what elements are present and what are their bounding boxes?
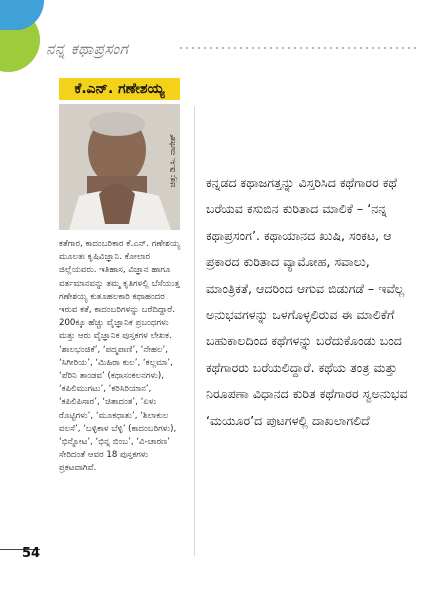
author-bio — [59, 238, 183, 476]
photo-credit: ಚಿತ್ರ: ಡಿ.ಸಿ. ನಾಗೇಶ್ — [168, 134, 177, 188]
author-photo — [59, 104, 180, 230]
column-divider — [194, 106, 195, 556]
section-title: ನನ್ನ ಕಥಾಪ್ರಸಂಗ — [46, 40, 129, 58]
series-introduction: ಕನ್ನಡದ ಕಥಾಜಗತ್ತನ್ನು ವಿಸ್ತರಿಸಿದ ಕಥೆಗಾರರ ಕಥೆ ಬರೆಯವ ಕಸುಬಿನ ಕುರಿತಾದ ಮಾಲಿಕೆ – ‘ನನ್ನ ಕಥಾಪ್ರಸಂಗ’. ಕಥಾಯಾನದ ಖುಷಿ, ಸಂಕಟ, ಆ ಪ್ರಕಾರದ ಕುರಿತಾದ ವ್ಯಾಮೋಹ, ಸವಾಲು, ಮಾಂತ್ರಿಕತೆ, ಆದರಿಂದ ಆಗುವ ಬಿಡುಗಡೆ – ಇವೆಲ್ಲ ಅನುಭವಗಳನ್ನು ಒಳಗೊಳ್ಳಲಿರುವ ಈ ಮಾಲಿಕೆಗೆ ಬಹುಕಾಲದಿಂದ ಕಥೆಗಳನ್ನು ಬರೆದುಕೊಂಡು ಬಂದ ಕಥೆಗಾರರು ಬರೆಯಲಿದ್ದಾರೆ. ಕಥೆಯ ತಂತ್ರ ಮತ್ತು ನಿರೂಪಣಾ ವಿಧಾನದ ಕುರಿತ ಕಥೆಗಾರರ ಸ್ವಅನುಭವ ‘ಮಯೂರ’ದ ಪುಟಗಳಲ್ಲಿ ದಾಖಲಾಗಲಿದೆ — [206, 175, 408, 428]
portrait-illustration — [59, 104, 180, 230]
page-number: 54 — [22, 546, 41, 561]
bio-text: ಕತೆಗಾರ, ಕಾದಂಬರಿಕಾರ ಕೆ.ಎನ್. ಗಣೇಶಯ್ಯ ಮೂಲತಃ ಕೃಷಿವಿಜ್ಞಾನಿ. ಕೋಲಾರ ಜಿಲ್ಲೆಯವರು. ಇತಿಹಾಸ, ವಿಜ್ಞಾನ ಹಾಗೂ ವರ್ತಮಾನವನ್ನು ತಮ್ಮ ಕೃತಿಗಳಲ್ಲಿ ಬೆಸೆಯುತ್ತ ಗಣೇಶಯ್ಯ ಕುತೂಹಲಕಾರಿ ಕಥಾಹಂದರ ಇರುವ ಕತೆ, ಕಾದಂಬರಿಗಳನ್ನು ಬರೆದಿದ್ದಾರೆ. 200ಕ್ಕೂ ಹೆಚ್ಚು ವೈಜ್ಞಾನಿಕ ಪ್ರಬಂಧಗಳು ಮತ್ತು ಆರು ವೈಜ್ಞಾನಿಕ ಪುಸ್ತಕಗಳ ಲೇಖಕ. ‘ಶಾಲಭಂಜಿಕೆ’, ‘ಪದ್ಮಪಾಣಿ’, ‘ನೇಹಲ’, ‘ಸಿಗೀರಿಯ’, ‘ಮಿಹಿರಾ ಕುಲ’, ‘ಕಲ್ಲಮಾ’, ‘ಪೆರಿನಿ ತಾಂಡವ’ (ಕಥಾಸಂಕಲನಗಳು), ‘ಕಪಿಲಿಮುಗಟು’, ‘ಕರಿಸಿರಿಯಾನ’, ‘ಕಪಿಲಿಪಿಸಾರ’, ‘ಚಿತಾದಂತ’, ‘ಏಳು ರೊಟ್ಟಿಗಳು’, ‘ಮೂಕಧಾತು’, ‘ಶಿಲಾಕುಲ ವಲಸೆ’, ‘ಬಳ್ಳಿಕಾಳ ಬೆಳ್ಳಿ’ (ಕಾದಂಬರಿಗಳು), ‘ಭಿನ್ನೋಟ’, ‘ಭಿನ್ನ ಬಿಂಬ’, ‘ವಿ-ಚಾರಣ’ ಸೇರಿದಂತೆ ಆವರ 18 ಪುಸ್ತಕಗಳು ಪ್ರಕಟವಾಗಿವೆ. — [59, 239, 181, 474]
blue-shape-decoration — [0, 0, 44, 30]
author-name-banner: ಕೆ.ಎನ್. ಗಣೇಶಯ್ಯ — [59, 78, 180, 100]
dotted-rule — [178, 47, 418, 49]
